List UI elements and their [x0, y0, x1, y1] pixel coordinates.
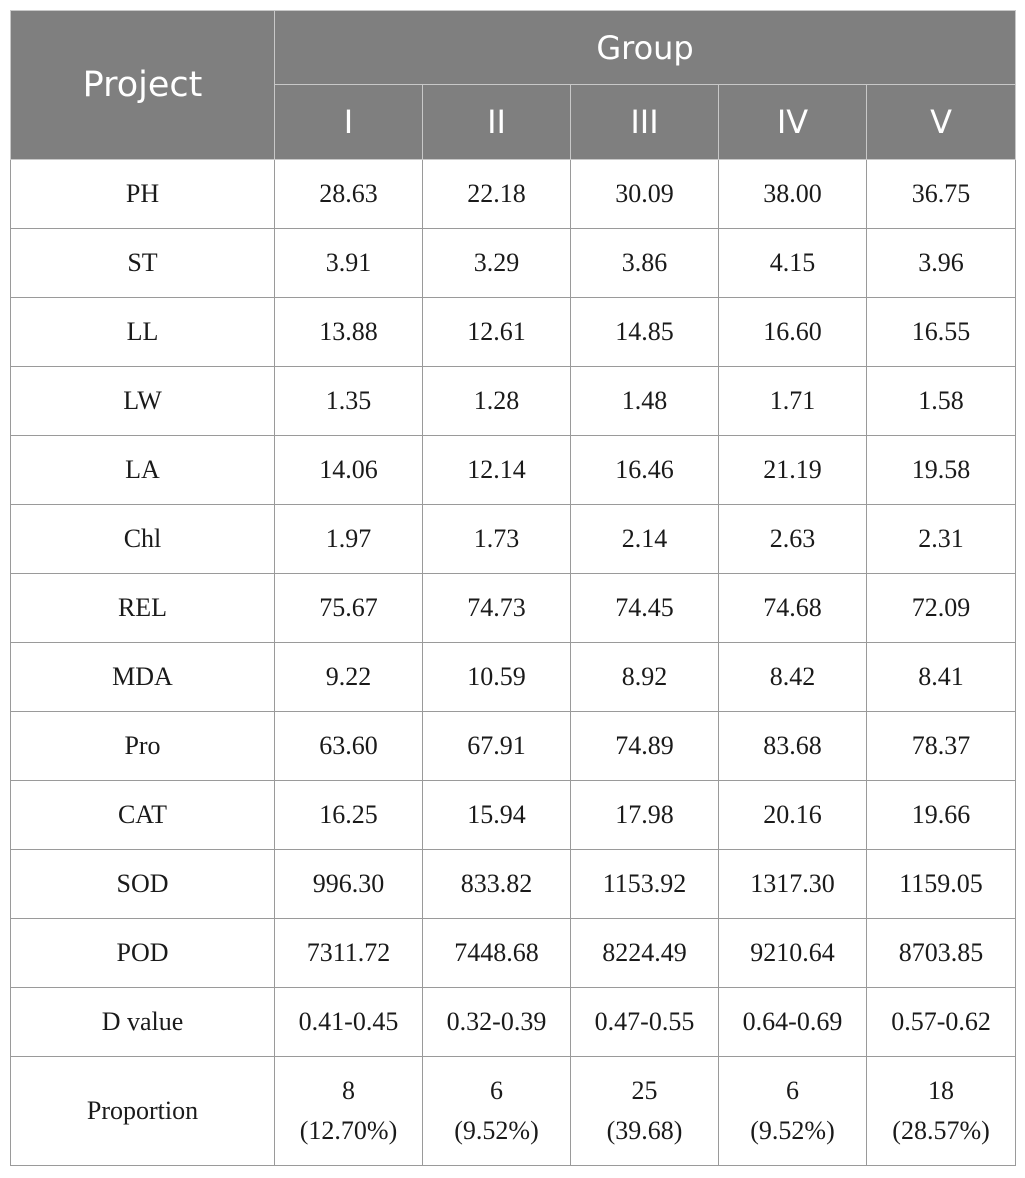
- table-row: [11, 367, 1016, 436]
- value-cell: 83.68: [719, 712, 867, 781]
- table-row: [11, 229, 1016, 298]
- value-cell: 1.35: [275, 367, 423, 436]
- row-label: Pro: [11, 712, 275, 781]
- header-group: Group: [275, 11, 1016, 85]
- value-cell: 9.22: [275, 643, 423, 712]
- value-cell: 16.55: [867, 298, 1016, 367]
- proportion-count: 8: [342, 1076, 355, 1105]
- value-cell: 13.88: [275, 298, 423, 367]
- row-label: CAT: [11, 781, 275, 850]
- table-row: [11, 643, 1016, 712]
- header-group-iii: III: [571, 85, 719, 160]
- value-cell: 10.59: [423, 643, 571, 712]
- header-project: Project: [11, 11, 275, 160]
- row-label: MDA: [11, 643, 275, 712]
- proportion-cell: [719, 1057, 867, 1166]
- value-cell: 67.91: [423, 712, 571, 781]
- value-cell: 72.09: [867, 574, 1016, 643]
- proportion-percent: (9.52%): [454, 1116, 539, 1145]
- value-cell: 1.71: [719, 367, 867, 436]
- value-cell: 8703.85: [867, 919, 1016, 988]
- data-table-container: [10, 10, 1015, 1166]
- proportion-percent: (9.52%): [750, 1116, 835, 1145]
- value-cell: 2.63: [719, 505, 867, 574]
- value-cell: 74.45: [571, 574, 719, 643]
- table-body: [11, 160, 1016, 1166]
- value-cell: 7448.68: [423, 919, 571, 988]
- value-cell: 1.73: [423, 505, 571, 574]
- proportion-cell: [571, 1057, 719, 1166]
- value-cell: 16.60: [719, 298, 867, 367]
- proportion-count: 18: [928, 1076, 955, 1105]
- row-label: PH: [11, 160, 275, 229]
- value-cell: 8.41: [867, 643, 1016, 712]
- value-cell: 1159.05: [867, 850, 1016, 919]
- value-cell: 3.91: [275, 229, 423, 298]
- row-label: Chl: [11, 505, 275, 574]
- value-cell: 8.92: [571, 643, 719, 712]
- value-cell: 17.98: [571, 781, 719, 850]
- value-cell: 78.37: [867, 712, 1016, 781]
- value-cell: 16.25: [275, 781, 423, 850]
- value-cell: 1317.30: [719, 850, 867, 919]
- value-cell: 16.46: [571, 436, 719, 505]
- proportion-percent: (28.57%): [892, 1116, 990, 1145]
- proportion-percent: (39.68): [606, 1116, 683, 1145]
- value-cell: 3.29: [423, 229, 571, 298]
- header-group-v: V: [867, 85, 1016, 160]
- row-label: POD: [11, 919, 275, 988]
- value-cell: 22.18: [423, 160, 571, 229]
- row-label: Proportion: [11, 1057, 275, 1166]
- value-cell: 12.61: [423, 298, 571, 367]
- row-label: LA: [11, 436, 275, 505]
- table-row: [11, 298, 1016, 367]
- value-cell: 1153.92: [571, 850, 719, 919]
- value-cell: 996.30: [275, 850, 423, 919]
- value-cell: 0.41-0.45: [275, 988, 423, 1057]
- value-cell: 8224.49: [571, 919, 719, 988]
- header-row-group: [11, 11, 1016, 85]
- row-label: LL: [11, 298, 275, 367]
- value-cell: 2.31: [867, 505, 1016, 574]
- value-cell: 20.16: [719, 781, 867, 850]
- value-cell: 74.68: [719, 574, 867, 643]
- proportion-cell: [867, 1057, 1016, 1166]
- value-cell: 14.06: [275, 436, 423, 505]
- value-cell: 19.58: [867, 436, 1016, 505]
- table-row: [11, 781, 1016, 850]
- value-cell: 12.14: [423, 436, 571, 505]
- value-cell: 1.58: [867, 367, 1016, 436]
- table-row: [11, 436, 1016, 505]
- proportion-count: 25: [631, 1076, 658, 1105]
- value-cell: 74.73: [423, 574, 571, 643]
- row-label: SOD: [11, 850, 275, 919]
- proportion-cell: [423, 1057, 571, 1166]
- value-cell: 3.96: [867, 229, 1016, 298]
- value-cell: 8.42: [719, 643, 867, 712]
- header-group-i: I: [275, 85, 423, 160]
- value-cell: 4.15: [719, 229, 867, 298]
- row-label: D value: [11, 988, 275, 1057]
- data-table: [10, 10, 1016, 1166]
- value-cell: 1.97: [275, 505, 423, 574]
- table-row: [11, 919, 1016, 988]
- value-cell: 36.75: [867, 160, 1016, 229]
- value-cell: 7311.72: [275, 919, 423, 988]
- proportion-cell: [275, 1057, 423, 1166]
- value-cell: 38.00: [719, 160, 867, 229]
- value-cell: 833.82: [423, 850, 571, 919]
- value-cell: 15.94: [423, 781, 571, 850]
- table-row: [11, 850, 1016, 919]
- value-cell: 3.86: [571, 229, 719, 298]
- value-cell: 21.19: [719, 436, 867, 505]
- value-cell: 1.28: [423, 367, 571, 436]
- value-cell: 30.09: [571, 160, 719, 229]
- table-row-proportion: [11, 1057, 1016, 1166]
- table-row: [11, 574, 1016, 643]
- value-cell: 28.63: [275, 160, 423, 229]
- value-cell: 75.67: [275, 574, 423, 643]
- proportion-count: 6: [786, 1076, 799, 1105]
- value-cell: 9210.64: [719, 919, 867, 988]
- table-row: [11, 505, 1016, 574]
- value-cell: 19.66: [867, 781, 1016, 850]
- header-group-iv: IV: [719, 85, 867, 160]
- table-row: [11, 988, 1016, 1057]
- value-cell: 63.60: [275, 712, 423, 781]
- row-label: LW: [11, 367, 275, 436]
- row-label: ST: [11, 229, 275, 298]
- value-cell: 2.14: [571, 505, 719, 574]
- table-row: [11, 712, 1016, 781]
- value-cell: 0.47-0.55: [571, 988, 719, 1057]
- proportion-percent: (12.70%): [299, 1116, 398, 1145]
- value-cell: 0.32-0.39: [423, 988, 571, 1057]
- proportion-count: 6: [490, 1076, 503, 1105]
- table-row: [11, 160, 1016, 229]
- row-label: REL: [11, 574, 275, 643]
- value-cell: 14.85: [571, 298, 719, 367]
- header-group-ii: II: [423, 85, 571, 160]
- value-cell: 0.57-0.62: [867, 988, 1016, 1057]
- value-cell: 74.89: [571, 712, 719, 781]
- value-cell: 1.48: [571, 367, 719, 436]
- table-header: [11, 11, 1016, 160]
- value-cell: 0.64-0.69: [719, 988, 867, 1057]
